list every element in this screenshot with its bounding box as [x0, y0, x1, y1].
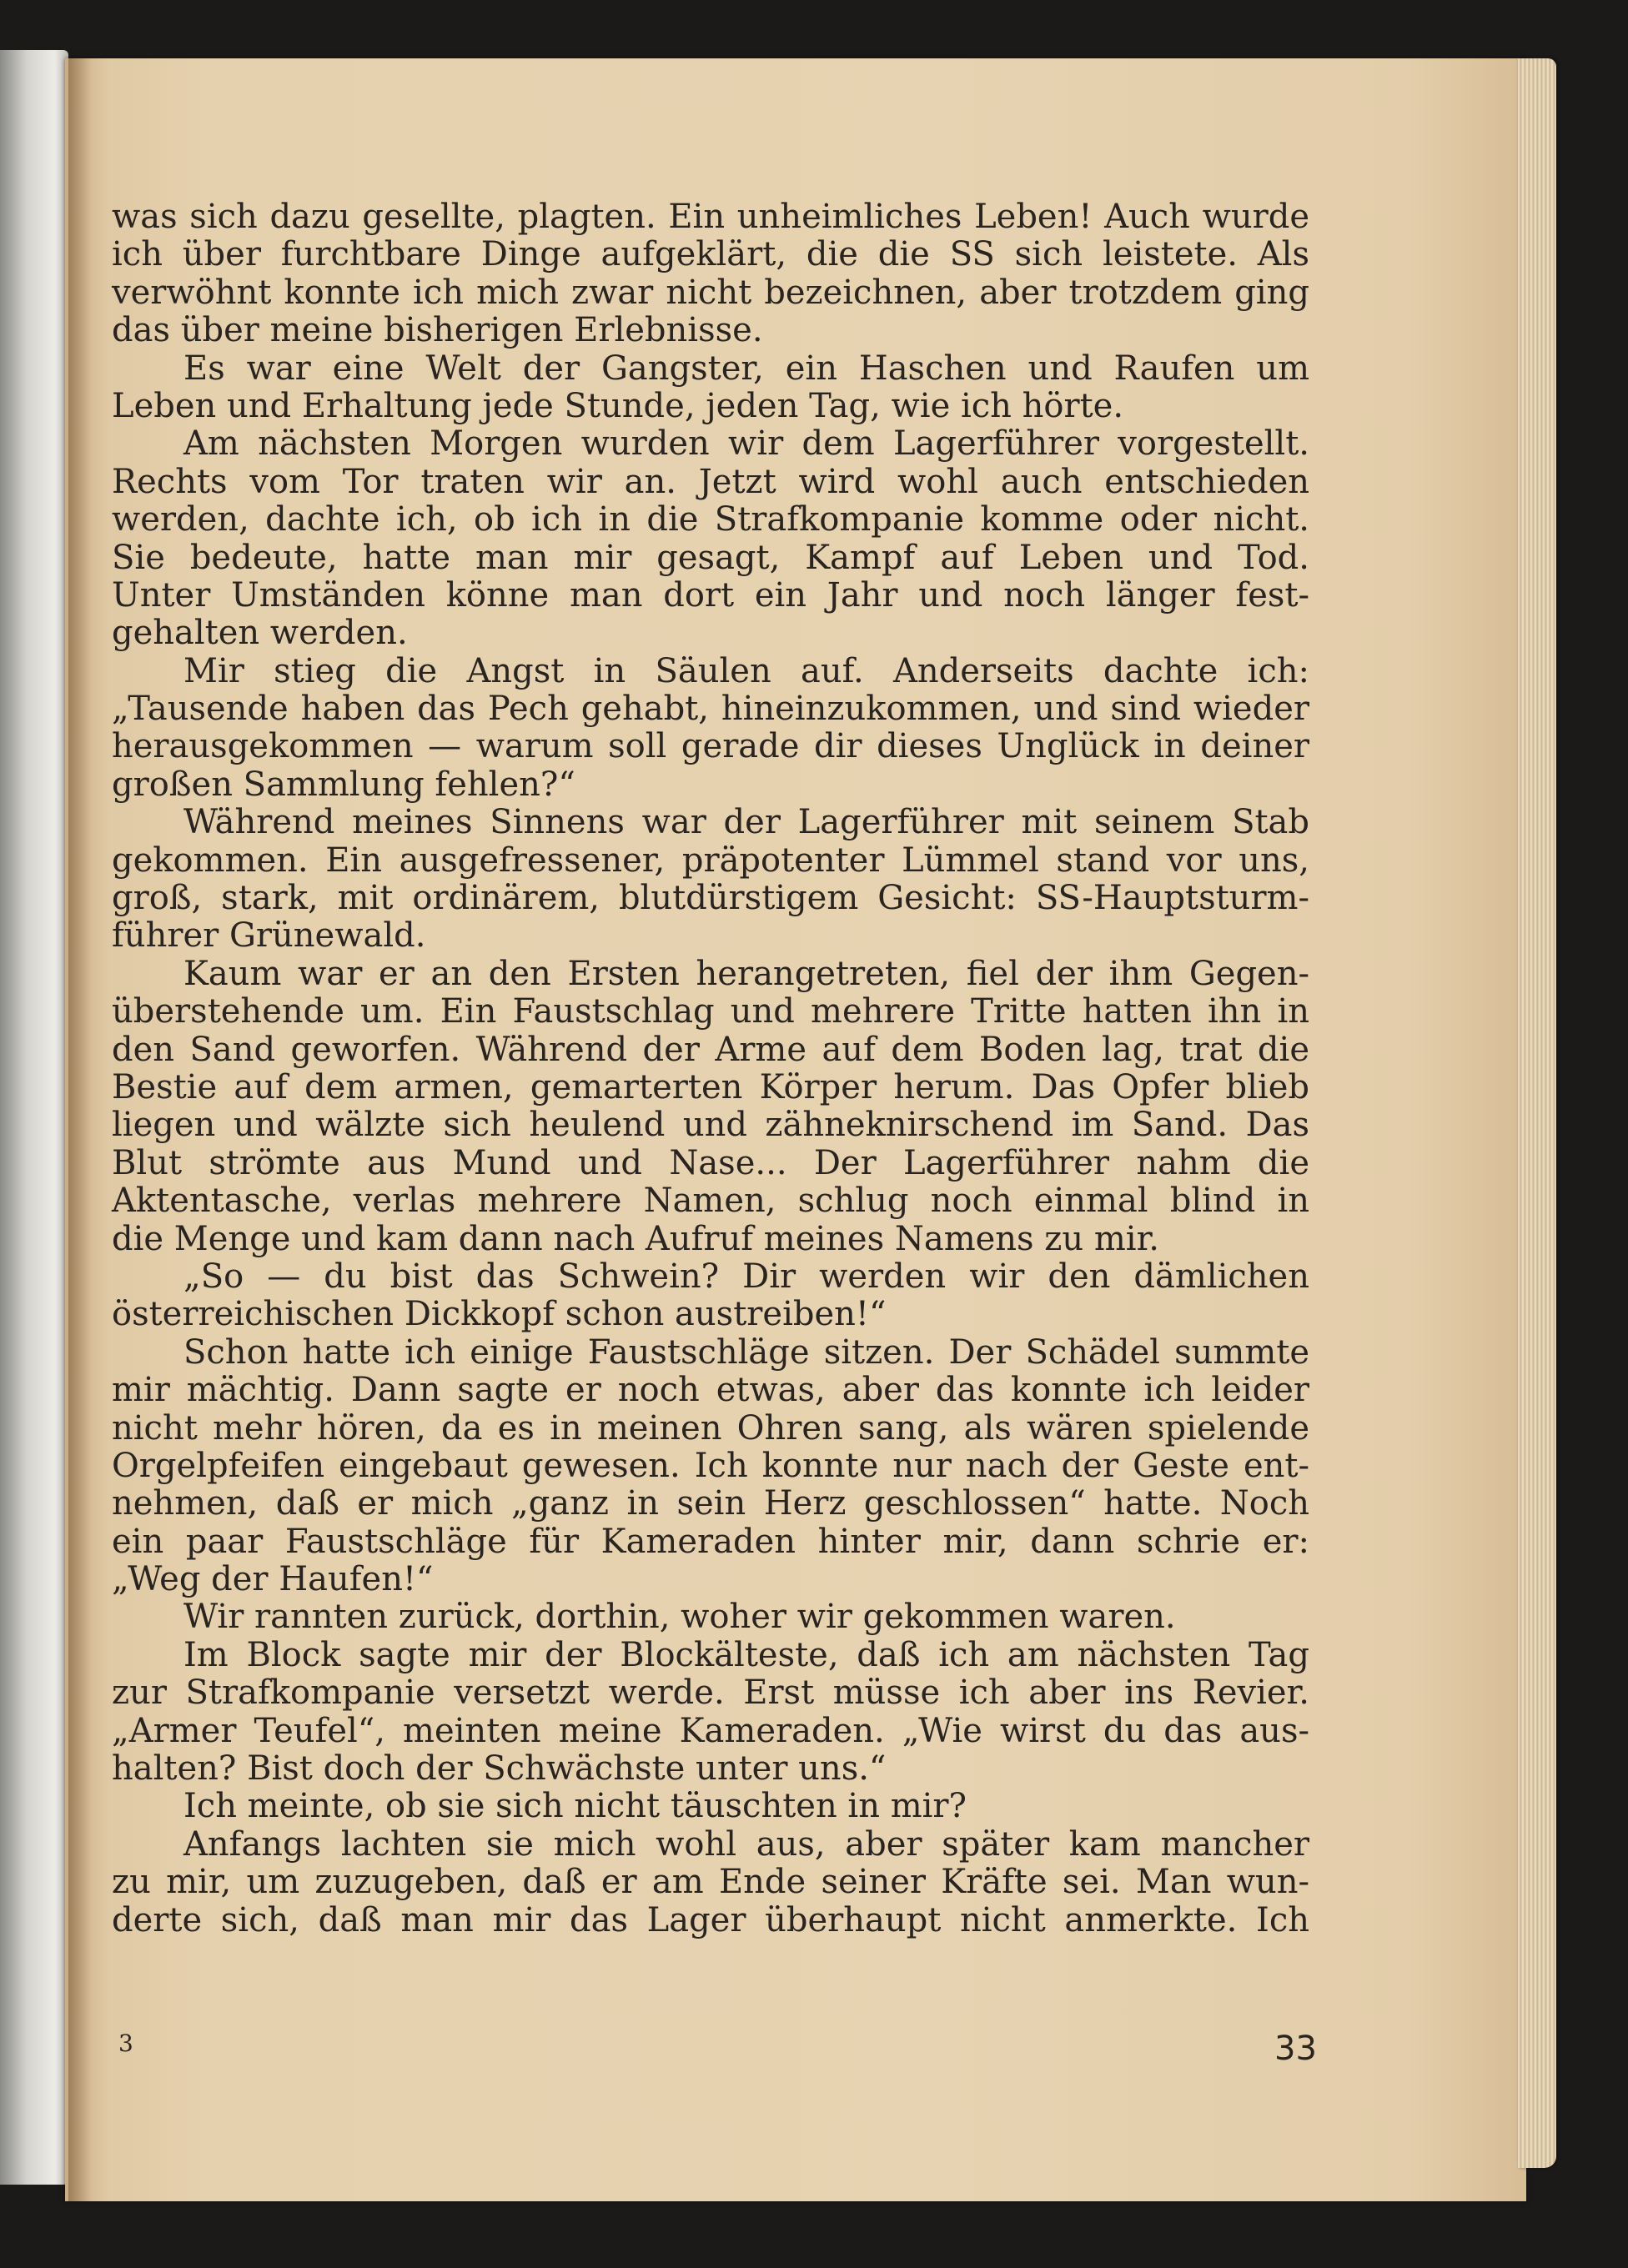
text-line: Blut strömte aus Mund und Nase... Der Lagerführer nahm die: [112, 1143, 1309, 1182]
text-line: zu mir, um zuzugeben, daß er am Ende seiner Kräfte sei. Man wun-: [112, 1863, 1309, 1902]
text-line: Orgelpfeifen eingebaut gewesen. Ich konnte nur nach der Geste ent-: [112, 1446, 1309, 1485]
text-line: mir mächtig. Dann sagte er noch etwas, aber das konnte ich leider: [112, 1371, 1309, 1410]
text-line: die Menge und kam dann nach Aufruf meines Namens zu mir.: [112, 1219, 1160, 1258]
paragraph: [112, 804, 1309, 956]
text-line: liegen und wälzte sich heulend und zähneknirschend im Sand. Das: [112, 1106, 1309, 1145]
paragraph: [112, 350, 1309, 426]
text-line: was sich dazu gesellte, plagten. Ein unheimliches Leben! Auch wurde: [112, 198, 1309, 236]
text-line: zur Strafkompanie versetzt werde. Erst müsse ich aber ins Revier.: [112, 1673, 1309, 1713]
text-line: Kaum war er an den Ersten herangetreten, fiel der ihm Gegen-: [183, 954, 1309, 993]
text-line: Leben und Erhaltung jede Stunde, jeden Tag, wie ich hörte.: [112, 386, 1124, 425]
text-line: gekommen. Ein ausgefressener, präpotenter Lümmel stand vor uns,: [112, 840, 1309, 880]
text-line: gehalten werden.: [112, 614, 408, 653]
text-line: Es war eine Welt der Gangster, ein Haschen und Raufen um: [183, 349, 1309, 388]
page-stack-edge: [1518, 58, 1556, 2168]
printer-signature-mark: 3: [118, 2030, 133, 2057]
text-line: Sie bedeute, hatte man mir gesagt, Kampf auf Leben und Tod.: [112, 538, 1309, 577]
text-line: Wir rannten zurück, dorthin, woher wir gekommen waren.: [183, 1598, 1176, 1637]
text-line: Anfangs lachten sie mich wohl aus, aber später kam mancher: [183, 1824, 1309, 1864]
text-line: Rechts vom Tor traten wir an. Jetzt wird wohl auch entschieden: [112, 462, 1309, 501]
paragraph: [112, 1334, 1309, 1599]
paragraph: [112, 1258, 1309, 1334]
text-line: Ich meinte, ob sie sich nicht täuschten in mir?: [183, 1787, 967, 1826]
text-line: „Armer Teufel“, meinten meine Kameraden. „Wie wirst du das aus-: [112, 1711, 1309, 1750]
text-line: Schon hatte ich einige Faustschläge sitzen. Der Schädel summte: [183, 1332, 1309, 1372]
body-text: [112, 198, 1309, 1939]
paragraph: [112, 1826, 1309, 1939]
text-line: Im Block sagte mir der Blockälteste, daß ich am nächsten Tag: [183, 1635, 1309, 1674]
text-line: nicht mehr hören, da es in meinen Ohren sang, als wären spielende: [112, 1408, 1309, 1448]
text-line: Aktentasche, verlas mehrere Namen, schlug noch einmal blind in: [112, 1182, 1309, 1221]
text-line: Am nächsten Morgen wurden wir dem Lagerführer vorgestellt.: [183, 424, 1309, 464]
text-line: führer Grünewald.: [112, 916, 426, 956]
text-line: den Sand geworfen. Während der Arme auf dem Boden lag, trat die: [112, 1030, 1309, 1069]
text-line: werden, dachte ich, ob ich in die Strafkompanie komme oder nicht.: [112, 500, 1309, 539]
text-line: „Tausende haben das Pech gehabt, hineinzukommen, und sind wieder: [112, 690, 1309, 729]
paragraph: [112, 653, 1309, 805]
paragraph: [112, 1637, 1309, 1789]
text-line: groß, stark, mit ordinärem, blutdürstigem Gesicht: SS-Hauptsturm-: [112, 879, 1309, 918]
text-line: Mir stieg die Angst in Säulen auf. Anderseits dachte ich:: [183, 651, 1309, 690]
paragraph: [112, 1788, 1309, 1825]
text-line: „Weg der Haufen!“: [112, 1560, 434, 1599]
text-line: herausgekommen — warum soll gerade dir dieses Unglück in deiner: [112, 727, 1309, 766]
paragraph: [112, 198, 1309, 350]
text-line: großen Sammlung fehlen?“: [112, 765, 575, 804]
page-gutter-shadow: [68, 58, 92, 2201]
page-number: 33: [1274, 2030, 1317, 2068]
text-line: nehmen, daß er mich „ganz in sein Herz geschlossen“ hatte. Noch: [112, 1484, 1309, 1523]
text-line: ich über furchtbare Dinge aufgeklärt, die die SS sich leistete. Als: [112, 235, 1309, 274]
text-line: das über meine bisherigen Erlebnisse.: [112, 311, 763, 350]
paragraph: [112, 956, 1309, 1258]
text-line: „So — du bist das Schwein? Dir werden wir den dämlichen: [183, 1257, 1309, 1296]
text-line: derte sich, daß man mir das Lager überhaupt nicht anmerkte. Ich: [112, 1900, 1309, 1939]
text-line: österreichischen Dickkopf schon austreiben!“: [112, 1295, 887, 1334]
previous-page-edge: [0, 50, 68, 2185]
paragraph: [112, 425, 1309, 652]
text-line: Unter Umständen könne man dort ein Jahr und noch länger fest-: [112, 575, 1309, 615]
text-line: überstehende um. Ein Faustschlag und mehrere Tritte hatten ihn in: [112, 992, 1309, 1031]
text-line: halten? Bist doch der Schwächste unter uns.“: [112, 1749, 887, 1789]
paragraph: [112, 1598, 1309, 1636]
text-line: Während meines Sinnens war der Lagerführer mit seinem Stab: [183, 803, 1309, 842]
text-line: Bestie auf dem armen, gemarterten Körper herum. Das Opfer blieb: [112, 1067, 1309, 1106]
text-line: verwöhnt konnte ich mich zwar nicht bezeichnen, aber trotzdem ging: [112, 273, 1309, 312]
text-line: ein paar Faustschläge für Kameraden hinter mir, dann schrie er:: [112, 1522, 1309, 1561]
